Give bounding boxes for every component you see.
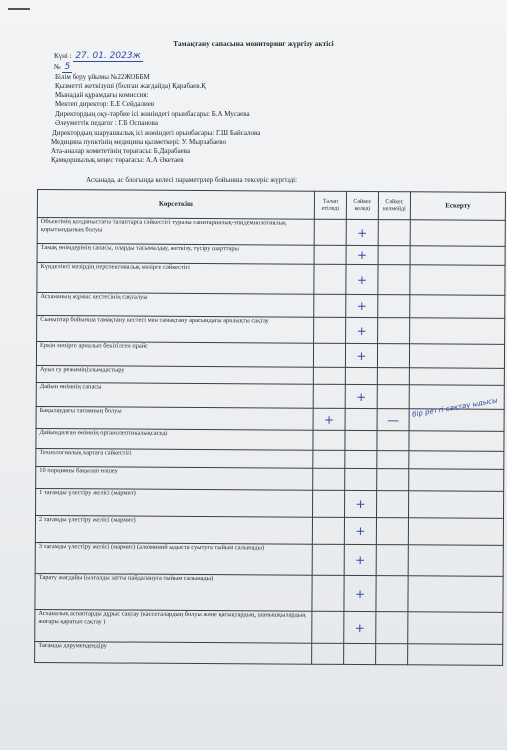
header-line-4: Мектеп директор: Е.Е Сейдалиев <box>55 100 155 108</box>
header-line-6: Әлеуметтік педагог : Г.Б Оспанова <box>55 119 158 127</box>
table-row <box>35 542 503 576</box>
row-required <box>313 384 345 408</box>
number-line <box>54 63 72 73</box>
row-required <box>314 317 346 343</box>
row-indicator: Еркін мәзірге арналып бекітілген прайс <box>36 342 313 368</box>
table-row <box>36 466 504 491</box>
row-compliant: + <box>344 490 376 517</box>
row-required <box>314 294 346 317</box>
table-row <box>37 218 505 247</box>
row-indicator: Бақылаудағы тағамның болуы <box>36 406 313 430</box>
row-noncompliant <box>377 344 409 368</box>
row-note <box>408 518 503 546</box>
row-indicator: Тағамды дәрумендендіру <box>35 641 312 664</box>
row-compliant <box>345 367 377 384</box>
row-indicator: 1 тағамды үлестіру желісі (мармит) <box>36 488 313 517</box>
row-noncompliant <box>376 612 408 644</box>
table-row <box>36 488 504 518</box>
table-header-row <box>37 190 505 221</box>
row-note <box>410 295 505 319</box>
header-line-10: Қамқоршылық кеңес төрағасы: А.А Әкетаев <box>51 156 184 164</box>
row-compliant: + <box>344 517 376 544</box>
row-noncompliant <box>376 576 408 612</box>
row-note <box>408 576 503 613</box>
row-indicator: 2 тағамды үлестіру желісі (мармит) <box>35 515 312 544</box>
table-row <box>35 641 503 665</box>
row-indicator: Асханалық аспаптарды дұрыс сақтау (кассеталардың болуы және қасықтардың, шанышқылардың жоғары қаратып сақтау ) <box>35 609 312 643</box>
row-required <box>313 367 345 384</box>
row-noncompliant <box>377 431 409 451</box>
row-noncompliant <box>378 318 410 344</box>
date-label: Күні : <box>54 52 72 60</box>
number-value: 5 <box>64 62 71 72</box>
row-required <box>313 450 345 468</box>
row-noncompliant <box>378 295 410 318</box>
row-note <box>409 451 504 470</box>
row-noncompliant <box>376 491 408 518</box>
row-noncompliant <box>378 246 410 265</box>
row-note <box>410 265 505 296</box>
col-compliant: Сәйкес келеді <box>346 191 378 219</box>
row-required <box>313 343 345 367</box>
row-indicator: Тарату жағдайы (ылғалды затты пайдалануға тыйым салынады) <box>35 573 312 611</box>
row-compliant <box>345 450 377 468</box>
handwritten-note: бір ретті сақтау ыдысы <box>411 396 499 419</box>
row-note <box>409 344 504 369</box>
row-note <box>409 469 504 492</box>
row-indicator: Күнделікті мәзірдің перспективалық мәзірге сәйкестігі <box>37 263 314 295</box>
row-required <box>312 575 344 611</box>
row-compliant: + <box>346 294 378 317</box>
table-row <box>37 316 505 345</box>
col-indicator: Көрсеткіш <box>37 190 314 220</box>
monitoring-table <box>34 189 506 666</box>
header-line-8: Медицина пунктінің медицина қызметкері: У. Мырзабаево <box>51 138 226 146</box>
header-line-2: Қызметті жеткізуші (болған жағдайда) Қарабаев.Қ <box>55 82 206 90</box>
row-required <box>312 517 344 544</box>
row-noncompliant <box>376 644 408 665</box>
row-required <box>314 264 346 294</box>
row-noncompliant <box>378 220 410 246</box>
row-noncompliant <box>376 545 408 576</box>
row-noncompliant <box>377 469 409 491</box>
row-required <box>314 219 346 245</box>
row-indicator: Дайын өнімнің сапасы <box>36 382 313 408</box>
row-indicator: Тамақ өнімдерінің сапасы, оларды тасымалдау, жеткізу, түсіру шарттары <box>37 244 314 265</box>
row-required <box>313 468 345 490</box>
row-compliant <box>345 408 377 430</box>
row-compliant: + <box>344 544 376 575</box>
row-noncompliant <box>377 368 409 385</box>
row-compliant: + <box>346 264 378 294</box>
row-note <box>410 318 505 345</box>
row-required <box>314 245 346 264</box>
table-row <box>35 573 503 612</box>
col-note: Ескерту <box>410 192 505 221</box>
row-note <box>409 396 504 432</box>
header-line-7: Директордың шаруашылық ісі жөніндегі орынбасары: Г.Ш Байсалова <box>52 129 261 137</box>
row-indicator: Технологиялық картаға сәйкестігі <box>36 448 313 468</box>
col-noncompliant: Сәйкес келмейді <box>378 192 410 220</box>
row-indicator: Дайындалған өнімнің органолептикалықсаседі <box>36 428 313 450</box>
table-row <box>37 263 505 296</box>
row-noncompliant <box>378 265 410 295</box>
document-title: Тамақтану сапасына мониторинг жүргізу актісі <box>173 40 334 48</box>
header-line-5: Директордың оқу-тәрбие ісі жөніндегі орынбасары: Б.А Мусаева <box>55 110 250 118</box>
row-compliant: + <box>344 575 376 611</box>
row-indicator: Асхананың жұмыс кестесінің сақталуы <box>37 293 314 318</box>
row-note <box>408 644 503 666</box>
table-row <box>36 342 504 369</box>
row-required <box>313 430 345 450</box>
row-compliant: + <box>346 219 378 245</box>
col-required: Талап етіледі <box>314 191 346 219</box>
date-line <box>54 52 143 62</box>
row-compliant <box>345 468 377 490</box>
row-required <box>312 544 344 575</box>
row-noncompliant: — <box>377 409 409 431</box>
table-row <box>36 428 504 451</box>
row-required <box>313 490 345 517</box>
header-line-1: Білім беру ұйымы №22ЖОББМ <box>55 73 150 81</box>
row-indicator: Объектінің қолданыстағы талаптарға сәйкестігі туралы санитариялық-эпидемиологиялық қорытындының болуы <box>37 218 314 246</box>
row-compliant: + <box>344 611 376 643</box>
number-label: № <box>54 63 61 71</box>
corner-mark <box>8 8 30 10</box>
header-line-9: Ата-аналар комитетінің төрағасы: Б.Дарабаева <box>51 147 191 155</box>
row-compliant: + <box>346 317 378 343</box>
row-note <box>409 431 504 452</box>
row-note <box>409 368 504 386</box>
row-note <box>408 491 503 519</box>
row-compliant: + <box>345 384 377 408</box>
table-row <box>35 609 503 644</box>
row-indicator: 3 тағамды үлестіру желісі (мармит) (алюминий ыдыста суытуға тыйым салынады) <box>35 542 312 575</box>
row-noncompliant <box>376 518 408 545</box>
row-indicator: Ауыз су режиміңізлымдастыру <box>36 365 313 384</box>
table-row <box>35 515 503 545</box>
table-row <box>36 406 504 431</box>
row-indicator: Сыныптар бойынша тамақтану кестесі мен тамақтану арасындағы аралықты сақтау <box>37 316 314 344</box>
row-noncompliant <box>377 451 409 469</box>
row-compliant <box>345 430 377 450</box>
intro-text: Асханада, ас блогында келесі параметрлер бойынша тексеріс жүргізді: <box>86 176 298 184</box>
row-note <box>410 220 505 247</box>
header-line-3: Мынадай құрамдағы комиссия: <box>55 91 149 99</box>
row-compliant: + <box>346 245 378 264</box>
row-note <box>408 545 503 577</box>
row-compliant: + <box>345 343 377 367</box>
row-compliant <box>344 643 376 664</box>
table-row <box>36 382 504 409</box>
table-row <box>37 293 505 319</box>
row-required <box>312 611 344 643</box>
row-noncompliant <box>377 385 409 409</box>
row-required: + <box>313 408 345 430</box>
row-note <box>410 246 505 266</box>
row-note <box>408 612 503 645</box>
date-value: 27. 01. 2023ж <box>75 51 141 61</box>
row-required <box>312 643 344 664</box>
row-indicator: 10 порцияны бақылап өлшеу <box>36 466 313 490</box>
